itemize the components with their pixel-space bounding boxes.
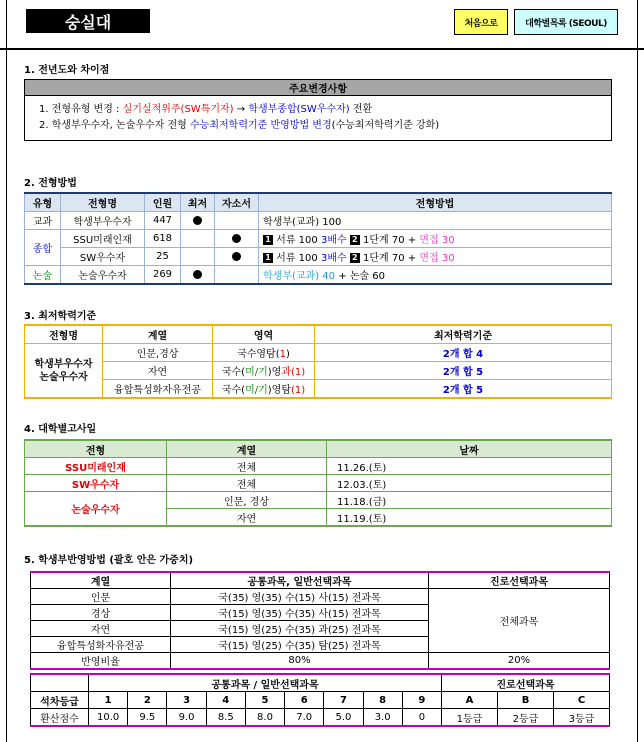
header-bar (0, 0, 644, 50)
section2-heading: 2. 전형방법 (24, 178, 77, 189)
date-cell: 11.19.(토) (327, 509, 612, 527)
method-cell: 1 서류 100 3배수 2 1단계 70 + 면접 30 (259, 248, 612, 266)
bullet-icon (193, 270, 202, 279)
method-cell: 학생부(교과) 100 (259, 212, 612, 230)
col-type: 유형 (25, 193, 61, 212)
career-score-cell: 2등급 (498, 709, 554, 727)
table-row (25, 230, 612, 248)
grade-cell: 3 (167, 692, 206, 709)
admission-cell: SSU미래인재 (25, 458, 167, 475)
name-cell: 논술우수자 (61, 266, 145, 285)
field-cell: 자연 (31, 621, 171, 637)
grade-header-career: 진로선택과목 (442, 674, 610, 692)
table-row (25, 266, 612, 285)
table-row (31, 589, 610, 605)
admission-cell: SW우수자 (25, 475, 167, 492)
field-cell: 전체 (167, 458, 327, 475)
score-cell: 9.0 (167, 709, 206, 727)
field-cell: 인문,경상 (103, 344, 213, 362)
col-common: 공통과목, 일반선택과목 (171, 572, 429, 589)
essay-cell (215, 266, 259, 285)
type-cell: 논술 (25, 266, 61, 285)
changes-table (24, 79, 612, 141)
type-cell: 교과 (25, 212, 61, 230)
field-cell: 자연 (167, 509, 327, 527)
area-cell: 국수(미/기)영탐(1) (213, 380, 315, 399)
score-cell: 8.0 (245, 709, 284, 727)
col-count: 인원 (145, 193, 181, 212)
name-cell: SW우수자 (61, 248, 145, 266)
field-cell: 융합특성화자유전공 (31, 637, 171, 653)
date-cell: 11.26.(토) (327, 458, 612, 475)
score-cell: 9.5 (128, 709, 167, 727)
section5-heading: 5. 학생부반영방법 (괄호 안은 가중치) (24, 555, 194, 566)
table-row (25, 380, 612, 399)
essay-cell (215, 248, 259, 266)
score-cell: 10.0 (89, 709, 128, 727)
record-weight-table (30, 571, 610, 670)
admission-method-table (24, 192, 612, 285)
table-row (31, 692, 610, 709)
ratio-label: 반영비율 (31, 653, 171, 670)
name-cell: 학생부우수자 (61, 212, 145, 230)
admission-cell: 학생부우수자 논술우수자 (25, 344, 103, 399)
min-standard-table (24, 324, 612, 399)
grade-cell: 9 (402, 692, 441, 709)
table-row (25, 248, 612, 266)
count-cell: 447 (145, 212, 181, 230)
score-cell: 0 (402, 709, 441, 727)
field-cell: 인문, 경상 (167, 492, 327, 509)
career-grade-cell: B (498, 692, 554, 709)
method-cell: 학생부(교과) 40 + 논술 60 (259, 266, 612, 285)
step2-icon: 2 (350, 235, 360, 245)
career-cell: 전체과목 (429, 589, 610, 653)
table-row (31, 653, 610, 670)
grade-cell: 7 (324, 692, 363, 709)
col-method: 전형방법 (259, 193, 612, 212)
col-admission: 전형 (25, 440, 167, 458)
career-grade-cell: A (442, 692, 498, 709)
score-cell: 5.0 (324, 709, 363, 727)
essay-cell (215, 212, 259, 230)
bullet-icon (232, 252, 241, 261)
grade-header-common: 공통과목 / 일반선택과목 (89, 674, 442, 692)
col-min: 최저 (181, 193, 215, 212)
field-cell: 전체 (167, 475, 327, 492)
first-page-button[interactable]: 처음으로 (454, 9, 508, 35)
step2-icon: 2 (350, 253, 360, 263)
career-score-cell: 3등급 (554, 709, 610, 727)
count-cell: 618 (145, 230, 181, 248)
career-score-cell: 1등급 (442, 709, 498, 727)
grade-cell: 8 (363, 692, 402, 709)
method-cell: 1 서류 100 3배수 2 1단계 70 + 면접 30 (259, 230, 612, 248)
min-cell (181, 266, 215, 285)
admission-cell: 논술우수자 (25, 492, 167, 527)
col-field: 계열 (167, 440, 327, 458)
min-cell (181, 212, 215, 230)
section4-heading: 4. 대학별고사일 (24, 424, 97, 435)
change-line-1: 1. 전형유형 변경 : 실기실적위주(SW특기자) → 학생부종합(SW우수자) 전환 (39, 104, 373, 115)
table-row (25, 344, 612, 362)
section1-heading: 1. 전년도와 차이점 (24, 65, 110, 76)
score-label: 환산점수 (31, 709, 89, 727)
area-cell: 국수(미/기)영과(1) (213, 362, 315, 380)
subjects-cell: 국(35) 영(35) 수(15) 사(15) 전과목 (171, 589, 429, 605)
count-cell: 269 (145, 266, 181, 285)
col-career: 진로선택과목 (429, 572, 610, 589)
step1-icon: 1 (263, 235, 273, 245)
field-cell: 융합특성화자유전공 (103, 380, 213, 399)
col-name: 전형명 (61, 193, 145, 212)
score-cell: 7.0 (285, 709, 324, 727)
change-line-2: 2. 학생부우수자, 논술우수자 전형 수능최저학력기준 반영방법 변경(수능최저학력기준 강화) (39, 120, 440, 131)
career-grade-cell: C (554, 692, 610, 709)
step1-icon: 1 (263, 253, 273, 263)
grade-cell: 2 (128, 692, 167, 709)
date-cell: 12.03.(토) (327, 475, 612, 492)
min-cell (181, 248, 215, 266)
subjects-cell: 국(15) 영(25) 수(35) 탐(25) 전과목 (171, 637, 429, 653)
area-cell: 국수영탐(1) (213, 344, 315, 362)
bullet-icon (193, 216, 202, 225)
score-cell: 3.0 (363, 709, 402, 727)
col-field: 계열 (103, 325, 213, 344)
date-cell: 11.18.(금) (327, 492, 612, 509)
table-row (25, 212, 612, 230)
field-cell: 경상 (31, 605, 171, 621)
col-admission: 전형명 (25, 325, 103, 344)
ratio-common: 80% (171, 653, 429, 670)
table-row (25, 475, 612, 492)
blank-cell (31, 674, 89, 692)
col-standard: 최저학력기준 (315, 325, 612, 344)
field-cell: 자연 (103, 362, 213, 380)
field-cell: 인문 (31, 589, 171, 605)
grade-label: 석차등급 (31, 692, 89, 709)
bullet-icon (232, 234, 241, 243)
col-field: 계열 (31, 572, 171, 589)
page-title: 숭실대 (26, 9, 150, 33)
count-cell: 25 (145, 248, 181, 266)
standard-cell: 2개 합 4 (315, 344, 612, 362)
table-row (25, 362, 612, 380)
standard-cell: 2개 합 5 (315, 380, 612, 399)
col-date: 날짜 (327, 440, 612, 458)
col-area: 영역 (213, 325, 315, 344)
name-cell: SSU미래인재 (61, 230, 145, 248)
section3-heading: 3. 최저학력기준 (24, 311, 97, 322)
table-row (31, 709, 610, 727)
grade-cell: 5 (245, 692, 284, 709)
standard-cell: 2개 합 5 (315, 362, 612, 380)
table-row (25, 492, 612, 509)
type-cell: 종합 (25, 230, 61, 266)
grade-score-table (30, 673, 610, 727)
subjects-cell: 국(15) 영(35) 수(35) 사(15) 전과목 (171, 605, 429, 621)
grade-cell: 6 (285, 692, 324, 709)
grade-cell: 4 (206, 692, 245, 709)
table-row (25, 458, 612, 475)
ratio-career: 20% (429, 653, 610, 670)
min-cell (181, 230, 215, 248)
score-cell: 8.5 (206, 709, 245, 727)
grade-cell: 1 (89, 692, 128, 709)
exam-date-table (24, 439, 612, 527)
university-list-button[interactable]: 대학별목록 (SEOUL) (514, 9, 618, 35)
changes-header: 주요변경사항 (25, 80, 612, 96)
col-essay: 자소서 (215, 193, 259, 212)
changes-body (25, 96, 612, 141)
subjects-cell: 국(15) 영(25) 수(35) 과(25) 전과목 (171, 621, 429, 637)
essay-cell (215, 230, 259, 248)
